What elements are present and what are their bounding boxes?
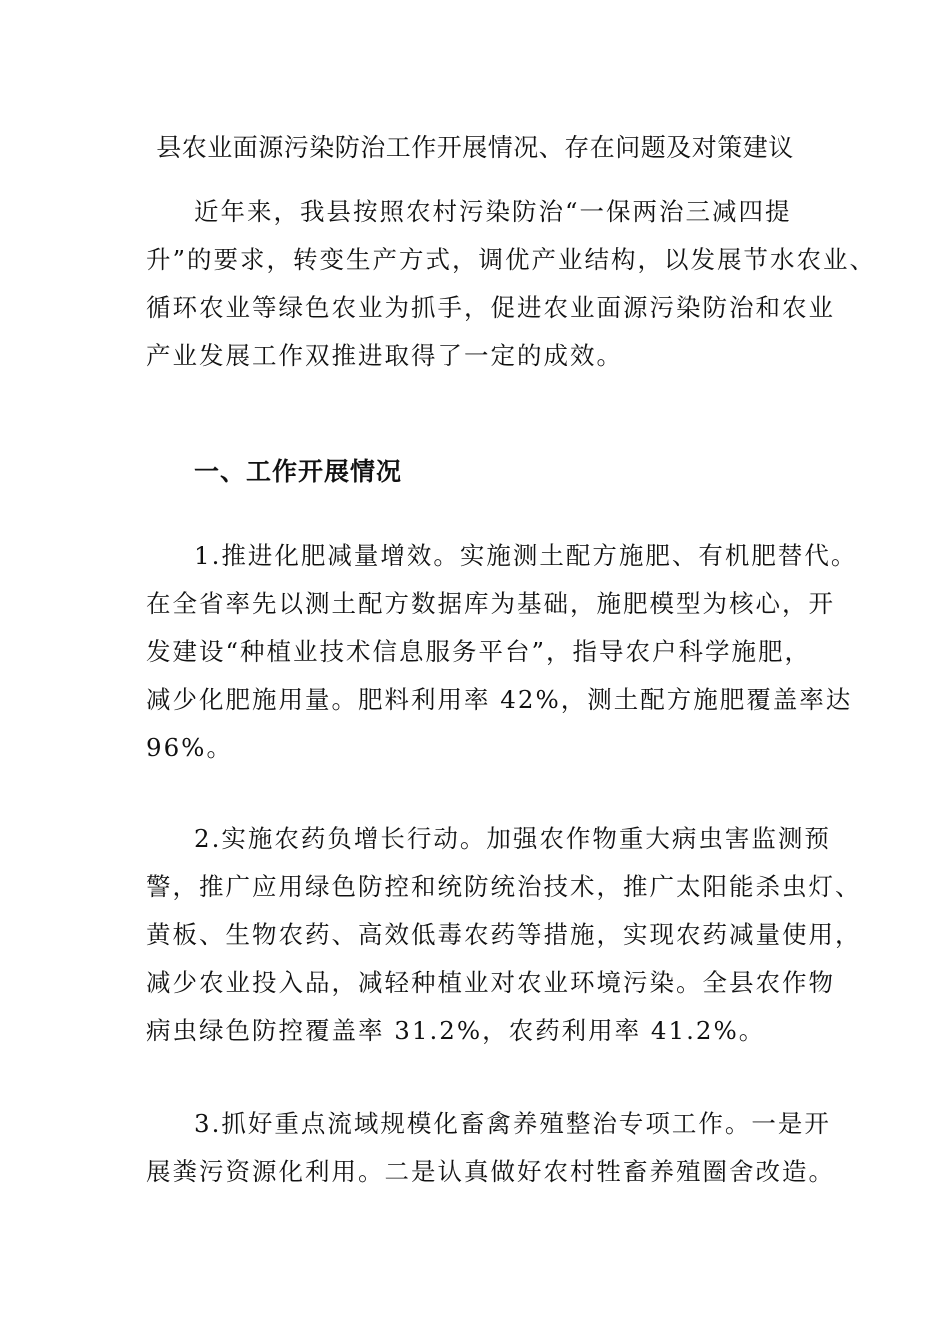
item1-line: 1.推进化肥减量增效。实施测土配方施肥、有机肥替代。: [194, 541, 858, 570]
item2-line: 黄板、生物农药、高效低毒农药等措施，实现农药减量使用，: [146, 920, 862, 949]
document-title: 县农业面源污染防治工作开展情况、存在问题及对策建议: [156, 133, 794, 162]
item1-line: 96%。: [146, 733, 233, 762]
intro-line: 产业发展工作双推进取得了一定的成效。: [146, 341, 623, 370]
item2-line: 2.实施农药负增长行动。加强农作物重大病虫害监测预: [194, 824, 831, 853]
item3-line: 展粪污资源化利用。二是认真做好农村牲畜养殖圈舍改造。: [146, 1157, 835, 1186]
item2-line: 减少农业投入品，减轻种植业对农业环境污染。全县农作物: [146, 968, 835, 997]
intro-line: 循环农业等绿色农业为抓手，促进农业面源污染防治和农业: [146, 293, 835, 322]
item1-line: 在全省率先以测土配方数据库为基础，施肥模型为核心，开: [146, 589, 835, 618]
item1-line: 发建设“种植业技术信息服务平台”，指导农户科学施肥，: [146, 637, 812, 666]
item3-line: 3.抓好重点流域规模化畜禽养殖整治专项工作。一是开: [194, 1109, 831, 1138]
item3-paragraph: [146, 1100, 835, 1196]
intro-line: 升”的要求，转变生产方式，调优产业结构，以发展节水农业、: [146, 245, 877, 274]
intro-paragraph: [146, 188, 877, 380]
item2-line: 警，推广应用绿色防控和统防统治技术，推广太阳能杀虫灯、: [146, 872, 862, 901]
item1-line: 减少化肥施用量。肥料利用率 42%，测土配方施肥覆盖率达: [146, 685, 853, 714]
item2-paragraph: [146, 815, 862, 1055]
item2-line: 病虫绿色防控覆盖率 31.2%，农药利用率 41.2%。: [146, 1016, 766, 1045]
item1-paragraph: [146, 532, 858, 772]
section-heading: 一、工作开展情况: [194, 457, 403, 486]
intro-line: 近年来，我县按照农村污染防治“一保两治三减四提: [194, 197, 792, 226]
